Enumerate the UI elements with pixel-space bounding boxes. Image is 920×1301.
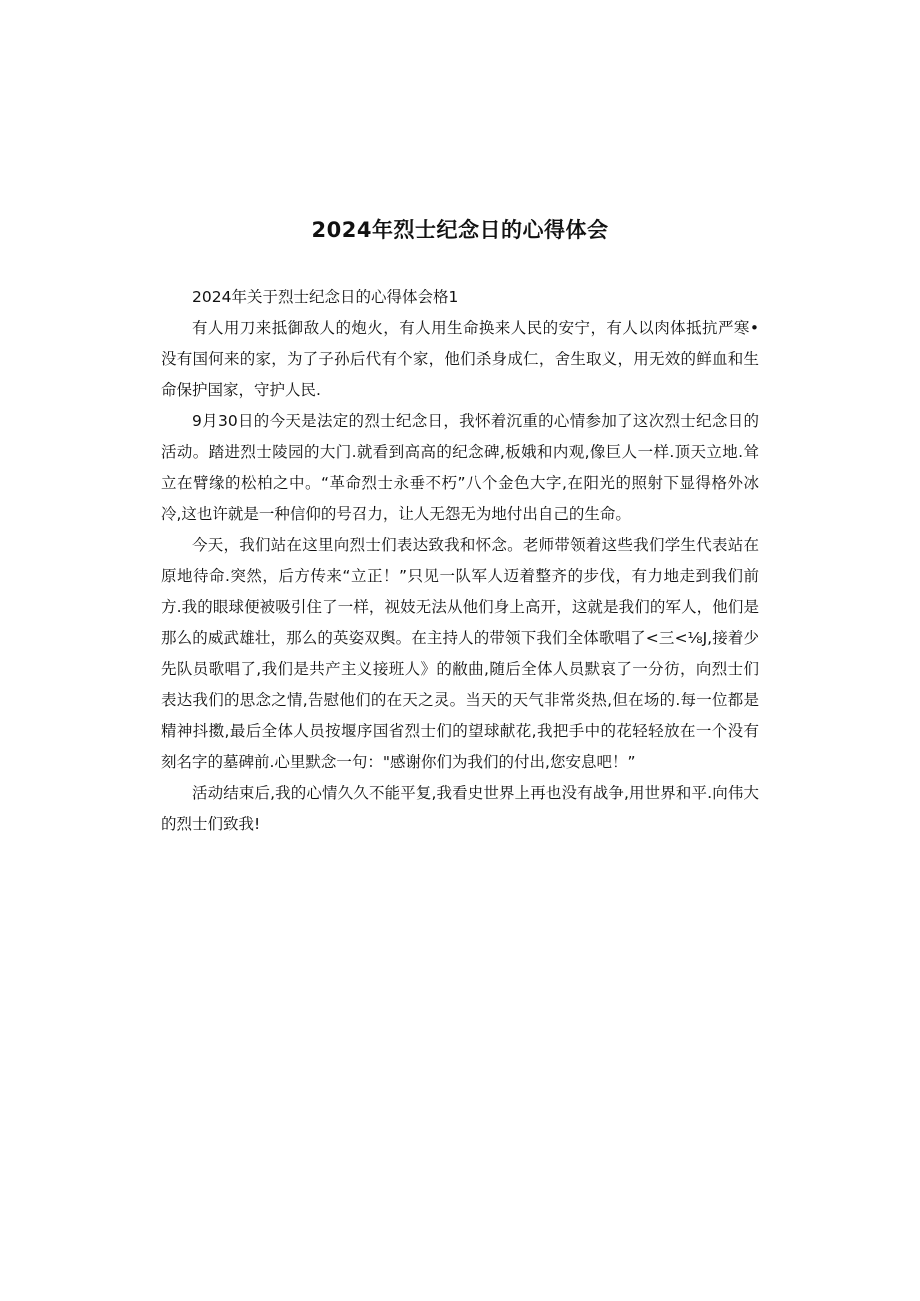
document-title: 2024年烈士纪念日的心得体会 <box>311 218 609 242</box>
paragraph-3: 今天，我们站在这里向烈士们表达致我和怀念。老师带领着这些我们学生代表站在原地待命.突然，后方传来“立正！”只见一队军人迈着整齐的步伐，有力地走到我们前方.我的眼球便被吸引住了一样，视妓无法从他们身上高开，这就是我们的军人，他们是那么的威武雄壮，那么的英姿双舆。在主持人的带领下我们全体歌唱了<三<⅛J,接着少先队员歌唱了,我们是共产主义接班人》的敝曲,随后全体人员默哀了一分彷，向烈士们表达我们的思念之情,告慰他们的在天之灵。当天的天气非常炎热,但在场的.每一位都是精神抖擞,最后全体人员按堰序国省烈士们的望球献花,我把手中的花轻轻放在一个没有刻名字的墓碑前.心里默念一句："感谢你们为我们的付出,您安息吧！” <box>161 536 759 771</box>
paragraph-subtitle: 2024年关于烈士纪念日的心得体会格1 <box>192 288 459 306</box>
paragraph-2: 9月30日的今天是法定的烈士纪念日，我怀着沉重的心情参加了这次烈士纪念日的活动。踏进烈士陵园的大门.就看到高高的纪念碑,板娥和内观,像巨人一样.顶天立地.耸立在臂缘的松柏之中。“革命烈士永垂不朽”八个金色大字,在阳光的照射下显得格外冰冷,这也许就是一种信仰的号召力，让人无怨无为地付出自己的生命。 <box>161 412 759 523</box>
paragraph-4: 活动结束后,我的心情久久不能平复,我看史世界上再也没有战争,用世界和平.向伟大的烈士们致我! <box>161 784 759 833</box>
paragraph-1: 有人用刀来抵御敌人的炮火，有人用生命换来人民的安宁，有人以肉体抵抗严寒•没有国何来的家，为了子孙后代有个家，他们杀身成仁，舍生取义，用无效的鲜血和生命保护国家，守护人民. <box>161 319 759 399</box>
document-body <box>161 282 759 840</box>
